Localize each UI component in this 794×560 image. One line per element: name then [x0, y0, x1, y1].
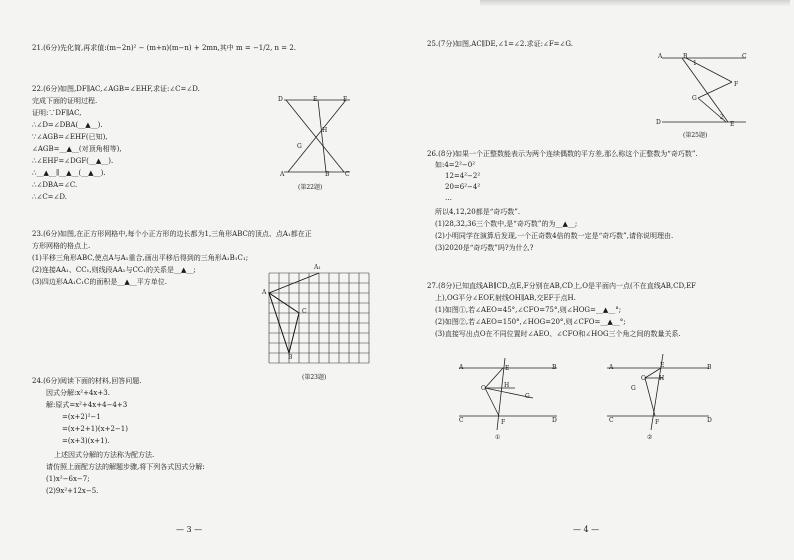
figure-25: [660, 52, 750, 132]
q23-line5: (3)四边形AA₁C₁C的面积是__▲__平方单位.: [32, 278, 167, 286]
fig27-1-number: ①: [495, 434, 501, 441]
fig27-1-label-A: A: [459, 364, 464, 371]
fig22-label-E: E: [313, 96, 318, 103]
q24-line6: =(x+3)(x+1).: [62, 437, 110, 445]
fig27-2-label-B: B: [707, 364, 712, 371]
q24-line5: =(x+2+1)(x+2−1): [62, 425, 128, 433]
page-number-4: — 4 —: [573, 525, 600, 534]
q24-line3: 解:原式=x²+4x+4−4+3: [46, 401, 128, 409]
fig25-caption: (第25题): [683, 132, 708, 139]
q27-line5: (3)直接写出点O在不同位置时∠AEO、∠CFO和∠HOG三个角之间的数量关系.: [435, 330, 681, 338]
fig25-label-C: C: [742, 53, 747, 60]
q24-line1: 24.(6分)阅读下面的材料,回答问题.: [32, 377, 142, 385]
q26-line7: (1)28,32,36三个数中,是“奇巧数”的为__▲__;: [435, 220, 578, 228]
q22-line5: ∴∠EHF=∠DGF(__▲__).: [32, 157, 114, 165]
fig27-1-label-O: O: [481, 385, 486, 392]
fig22-label-H: H: [322, 127, 328, 134]
figure-23-grid: [268, 272, 370, 364]
fig27-1-label-H: H: [504, 382, 510, 389]
q22-line4: ∠AGB=__▲__(对顶角相等),: [32, 145, 122, 153]
q27-line3: (1)如图①,若∠AEO=45°,∠CFO=75°,则∠HOG=__▲__°;: [435, 306, 622, 314]
fig27-1-label-D: D: [552, 417, 557, 424]
q26-line1: 26.(8分)如果一个正整数能表示为两个连续偶数的平方差,那么称这个正整数为“奇巧数”.: [427, 150, 698, 158]
q27-line4: (2)如图②,若∠AEO=150°,∠HOG=20°,则∠CFO=__▲__°;: [435, 318, 626, 326]
fig27-1-label-E: E: [505, 365, 510, 372]
q26-line6: 所以4,12,20都是“奇巧数”.: [435, 208, 521, 216]
q22-line6: ∴__▲__∥__▲__(__▲__).: [32, 169, 106, 177]
q24-line10: (2)9x²+12x−5.: [46, 487, 99, 495]
fig25-label-2: 2: [720, 114, 724, 121]
fig27-2-label-E: E: [660, 362, 665, 369]
q24-line2: 因式分解:x²+4x+3.: [46, 389, 110, 397]
page-4: [397, 0, 794, 560]
q26-line3: 12=4²−2²: [445, 172, 481, 180]
fig25-label-F: F: [734, 81, 739, 88]
fig25-label-A: A: [658, 53, 663, 60]
fig22-label-D: D: [278, 96, 283, 103]
q27-line2: 上),OG平分∠EOF,射线OH∥AB,交EF于点H.: [435, 294, 576, 302]
q23-line4: (2)连接AA₁、CC₁,则线段AA₁与CC₁的关系是__▲__;: [32, 266, 196, 274]
fig27-2-label-F: F: [655, 419, 660, 426]
fig25-label-1: 1: [693, 60, 697, 67]
q22-line2: ∴∠D=∠DBA(__▲__).: [32, 121, 103, 129]
fig27-2-label-G: G: [631, 385, 636, 392]
q26-line9: (3)2020是“奇巧数”吗?为什么?: [435, 244, 534, 252]
fig23-label-A1: A₁: [314, 264, 321, 271]
fig22-label-C: C: [345, 171, 350, 178]
q23-line3: (1)平移三角形ABC,使点A与A₁重合,画出平移后得到的三角形A₁B₁C₁;: [32, 254, 249, 262]
q22-line7: ∴∠DBA=∠C.: [32, 181, 78, 189]
fig27-1-label-B: B: [552, 364, 557, 371]
fig27-2-label-C: C: [609, 417, 614, 424]
fig23-label-B: B: [288, 354, 293, 361]
q26-line2: 如:4=2²−0²: [435, 161, 476, 169]
fig25-label-B: B: [683, 53, 688, 60]
fig27-2-label-H: H: [659, 375, 665, 382]
q27-line1: 27.(8分)已知直线AB∥CD,点E,F分别在AB,CD上,O是平面内一点(不在直线AB,CD,EF: [427, 282, 697, 290]
fig27-2-number: ②: [647, 434, 653, 441]
fig27-1-label-C: C: [459, 417, 464, 424]
q22-stem1: 22.(6分)如图,DF∥AC,∠AGB=∠EHF,求证:∠C=∠D.: [32, 85, 200, 93]
fig23-label-A: A: [262, 289, 267, 296]
q24-line7: 上述因式分解的方法称为配方法.: [54, 451, 155, 459]
q21-text: 21.(6分)先化简,再求值:(m−2n)² − (m+n)(m−n) + 2mn,其中 m = −1/2, n = 2.: [32, 44, 297, 52]
q26-line8: (2)小明同学在演算后发现,一个正奇数4倍的数一定是“奇巧数”,请你说明理由.: [435, 232, 674, 240]
q24-line8: 请仿照上面配方法的解题步骤,将下列各式因式分解:: [46, 463, 205, 471]
fig22-label-A: A: [280, 171, 285, 178]
fig23-caption: (第23题): [302, 374, 327, 381]
q23-line1: 23.(6分)如图,在正方形网格中,每个小正方形的边长都为1,三角形ABC的顶点、点A₁都在正: [32, 230, 312, 238]
page-number-3: — 3 —: [176, 525, 203, 534]
fig22-label-F: F: [343, 96, 348, 103]
q25-text: 25.(7分)如图,AC∥DE,∠1=∠2.求证:∠F=∠G.: [427, 40, 573, 48]
fig27-1-label-F: F: [501, 419, 506, 426]
q22-line1: 证明:∵DF∥AC,: [32, 109, 82, 117]
figure-27-1: [457, 352, 567, 432]
q26-line4: 20=6²−4²: [445, 183, 481, 191]
fig27-2-label-D: D: [707, 417, 712, 424]
fig25-label-E: E: [730, 121, 735, 128]
fig22-label-B: B: [325, 171, 330, 178]
fig23-label-C: C: [302, 308, 307, 315]
fig22-label-G: G: [297, 143, 302, 150]
q24-line4: =(x+2)²−1: [62, 413, 101, 421]
fig25-label-D: D: [656, 119, 661, 126]
q23-line2: 方形网格的格点上.: [32, 242, 91, 250]
q24-line9: (1)x²−6x−7;: [46, 475, 90, 483]
fig27-1-label-G: G: [525, 393, 530, 400]
q22-line3: ∵∠AGB=∠EHF(已知),: [32, 133, 108, 141]
fig22-caption: (第22题): [298, 184, 323, 191]
q26-line5: …: [445, 194, 452, 202]
q22-stem2: 完成下面的证明过程.: [32, 97, 98, 105]
fig25-label-G: G: [692, 95, 697, 102]
fig27-2-label-A: A: [609, 364, 614, 371]
q22-line8: ∴∠C=∠D.: [32, 193, 67, 201]
fig27-2-label-O: O: [641, 375, 646, 382]
